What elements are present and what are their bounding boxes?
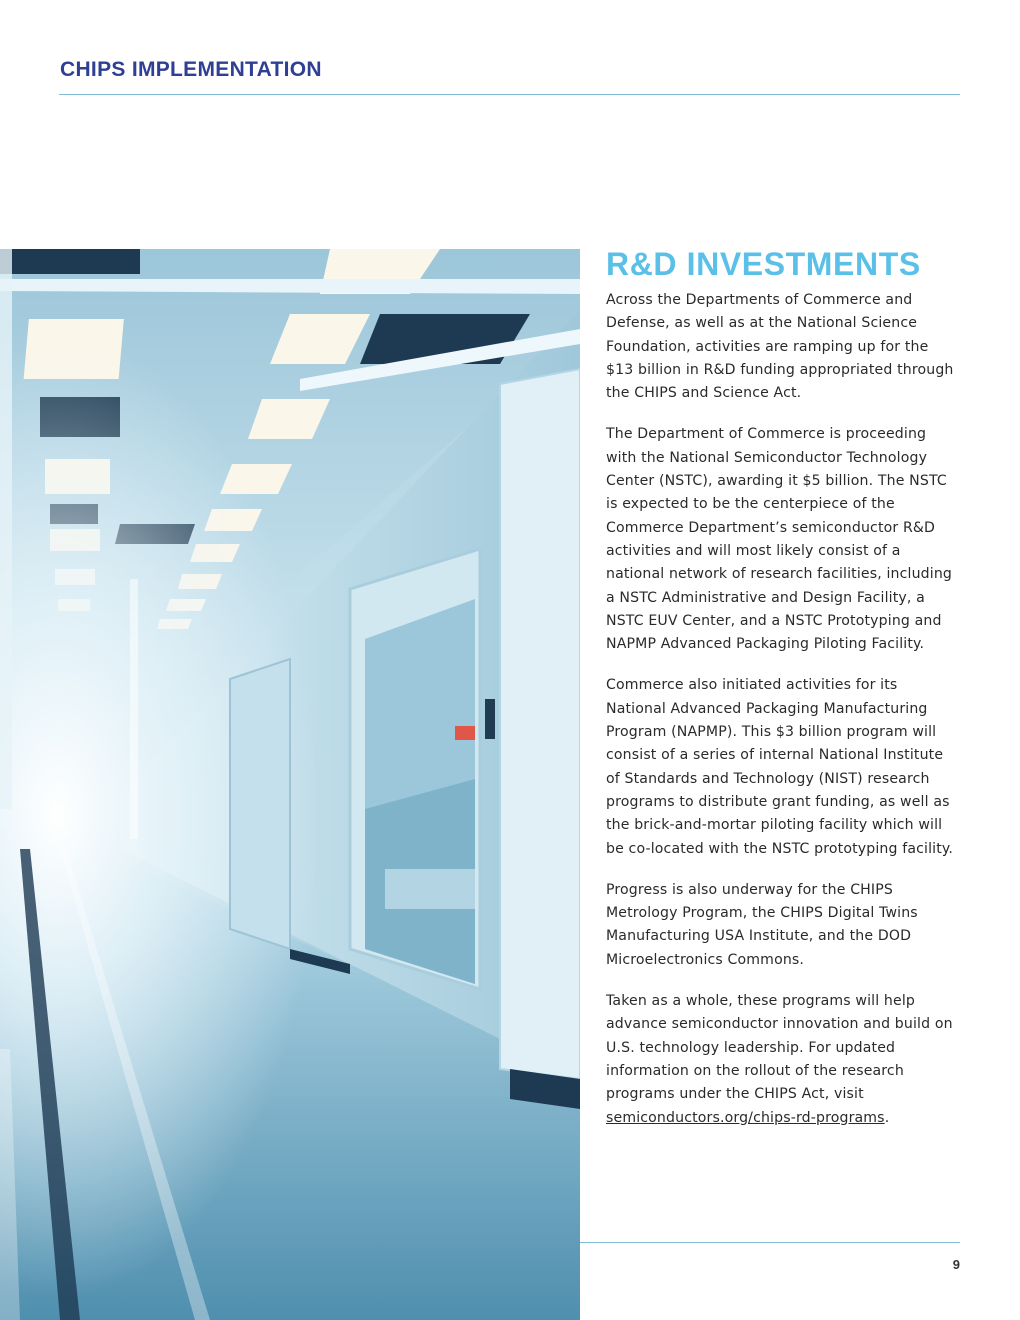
chips-rd-programs-link[interactable]: semiconductors.org/chips-rd-programs	[606, 1109, 885, 1126]
footer-divider	[580, 1242, 960, 1243]
paragraph: The Department of Commerce is proceeding with the National Semiconductor Technology Center (NSTC), awarding it $5 billion. The NSTC is expected to be the centerpiece of the Commerce Department’s semiconductor R&D activities and will most likely consist of a national network of research facilities, including a NSTC Administrative and Design Facility, a NSTC EUV Center, and a NSTC Prototyping and NAPMP Advanced Packaging Piloting Facility.	[606, 426, 953, 653]
page-number: 9	[952, 1257, 960, 1272]
header-divider	[59, 94, 960, 95]
closing-paragraph-text: Taken as a whole, these programs will help advance semiconductor innovation and build on U.S. technology leadership. For updated information on the rollout of the research programs under the CHIPS Act, visit	[606, 993, 953, 1103]
cleanroom-corridor-photo	[0, 249, 580, 1320]
closing-paragraph	[606, 990, 960, 1130]
closing-period: .	[884, 1109, 890, 1126]
section-title: R&D INVESTMENTS	[606, 246, 921, 282]
article-body	[606, 289, 960, 1148]
paragraph: Across the Departments of Commerce and Defense, as well as at the National Science Foundation, activities are ramping up for the $13 billion in R&D funding appropriated through the CHIPS and Science Act.	[606, 292, 954, 402]
paragraph: Commerce also initiated activities for its National Advanced Packaging Manufacturing Program (NAPMP). This $3 billion program will consist of a series of internal National Institute of Standards and Technology (NIST) research programs to distribute grant funding, as well as the brick-and-mortar piloting facility which will be co-located with the NSTC prototyping facility.	[606, 677, 954, 857]
running-header: CHIPS IMPLEMENTATION	[60, 58, 322, 81]
paragraph: Progress is also underway for the CHIPS Metrology Program, the CHIPS Digital Twins Manufacturing USA Institute, and the DOD Microelectronics Commons.	[606, 881, 918, 968]
